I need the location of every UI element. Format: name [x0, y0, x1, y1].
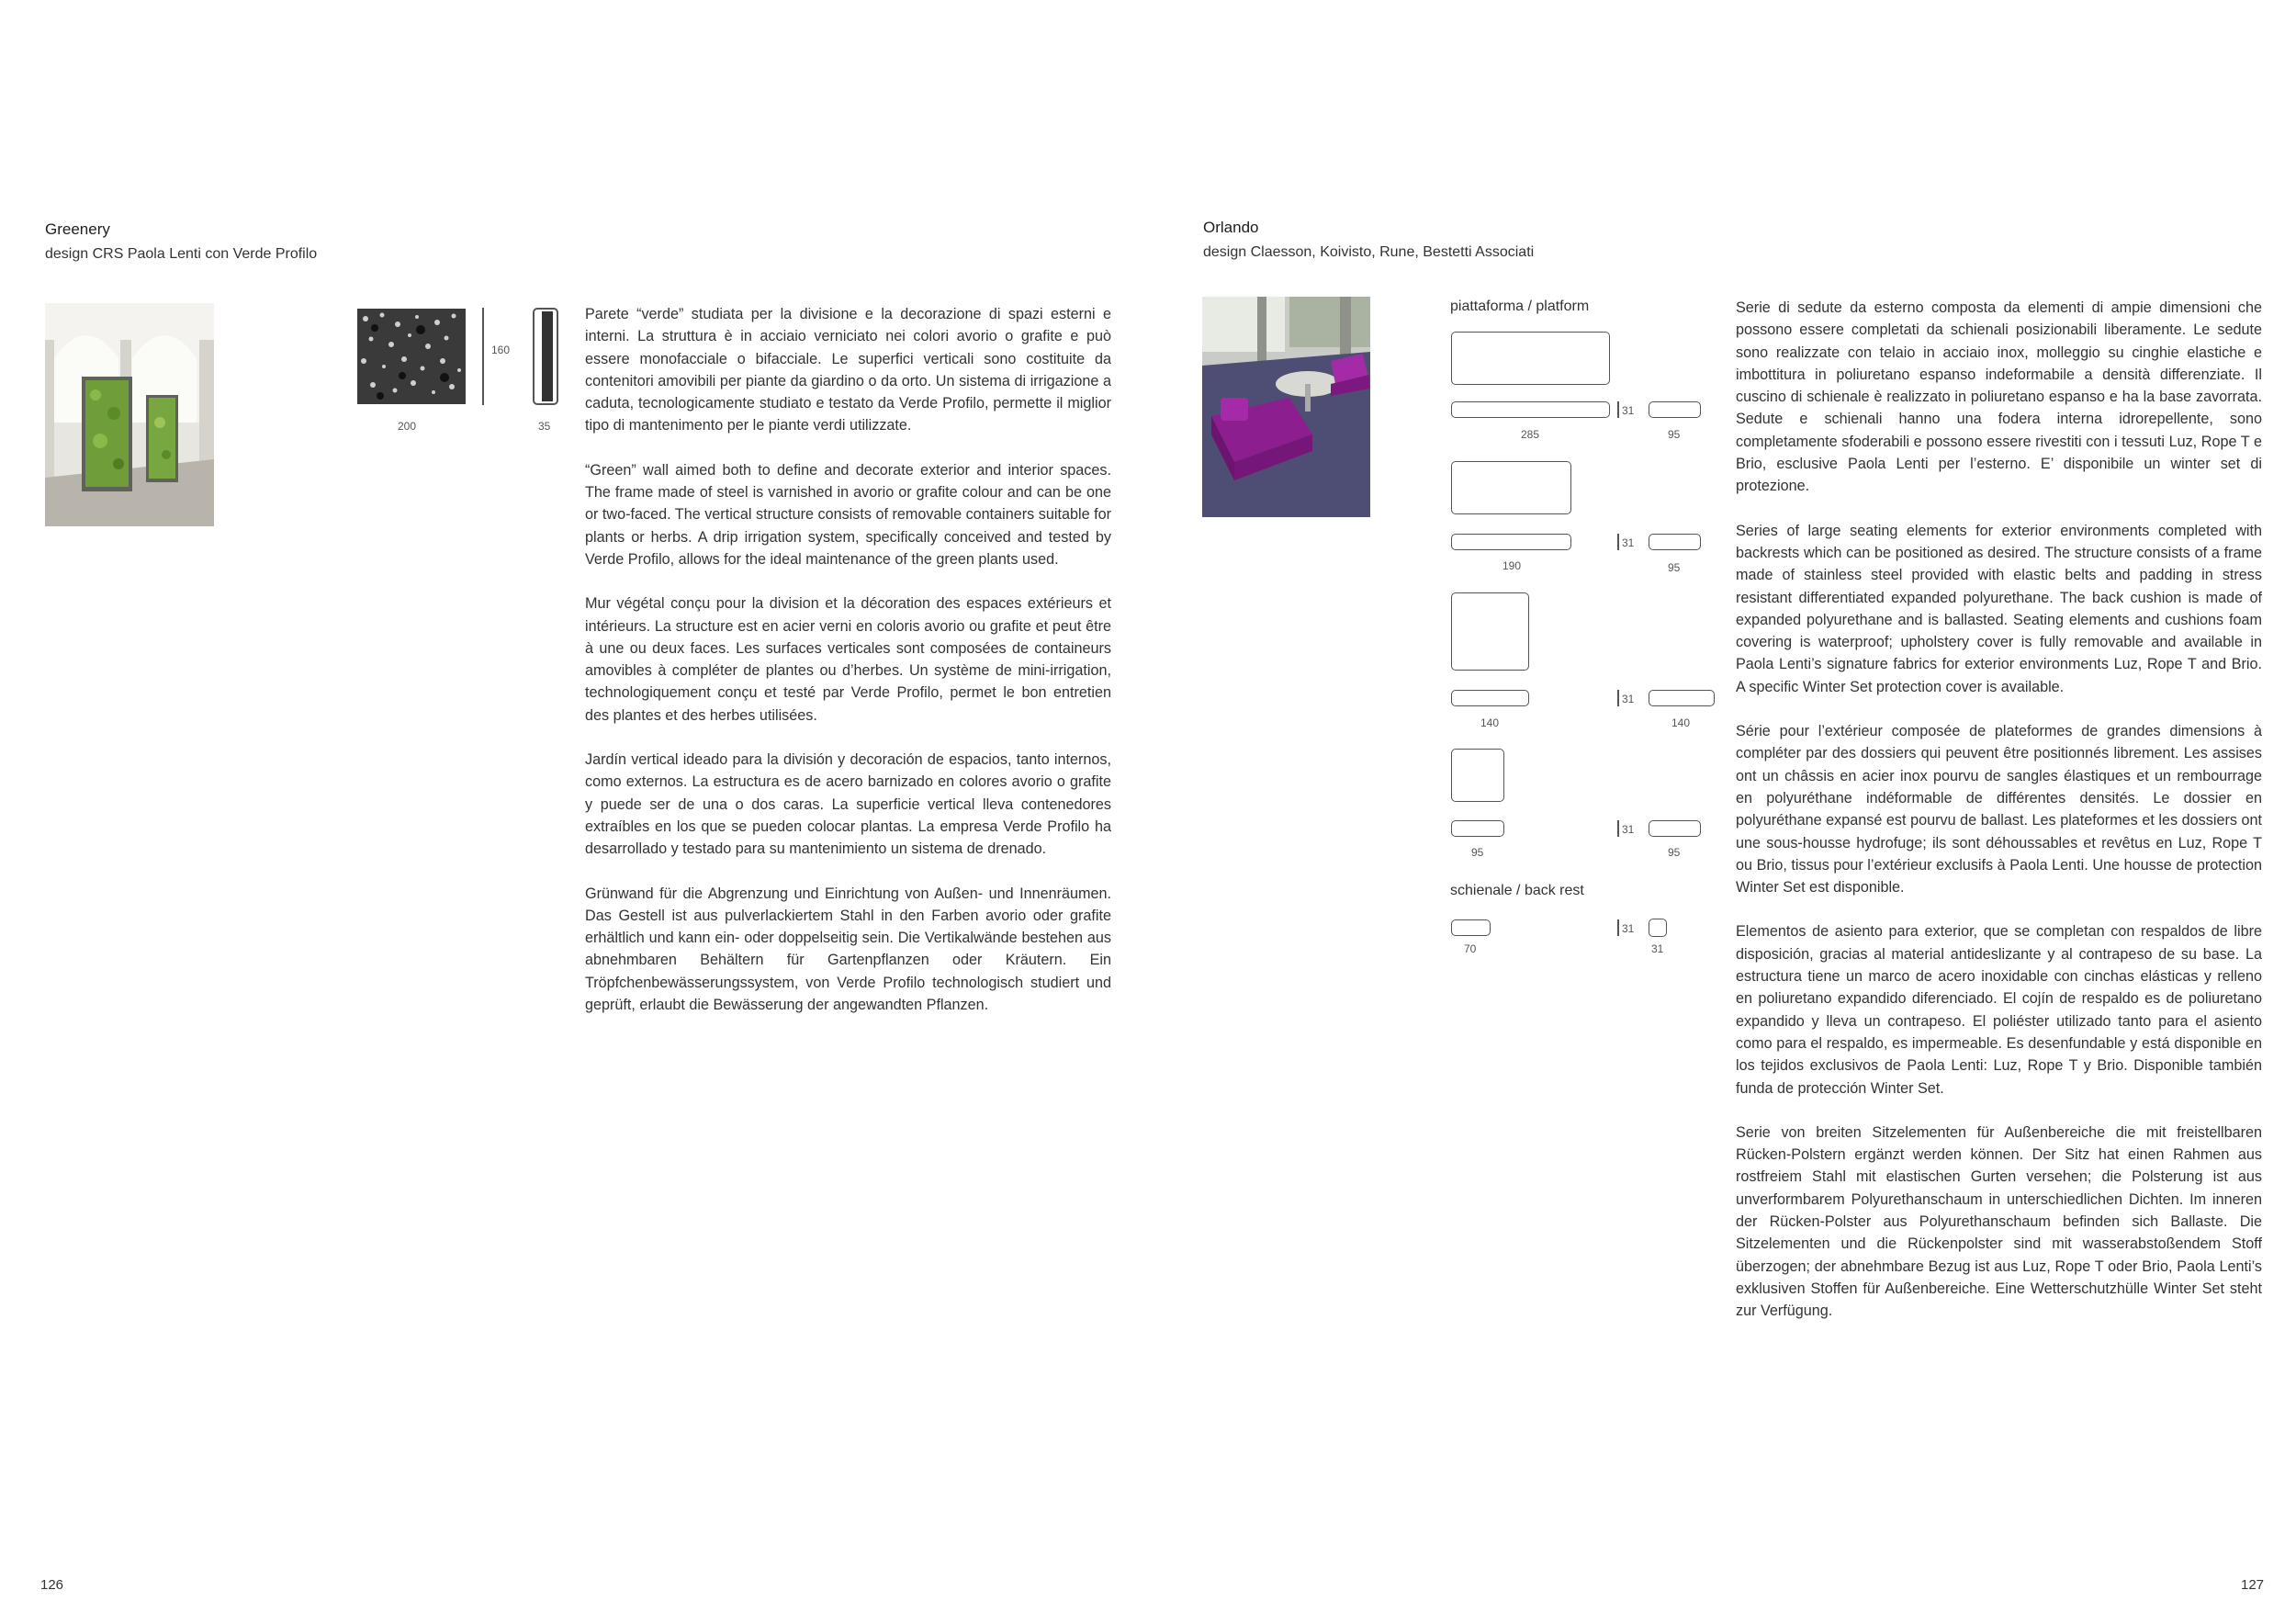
orlando-text-it: Serie di sedute da esterno composta da elementi di ampie dimensioni che possono essere completati da schienali posizionabili liberamente. Le sedute sono realizzate con telaio in acciaio inox, molleggio su cinghie elastiche e imbottitura in poliuretano espanso indeformabile a densità differenziate. Il cuscino di schienale è realizzato in poliuretano espanso e ha la base zavorrata. Sedute e schienali hanno una fodera interna idrorepellente, sono completamente sfoderabili e possono essere rivestiti con i tessuti Luz, Rope T e Brio, esclusive Paola Lenti per l’esterno. E’ disponibile un winter set di protezione.	[1736, 299, 2262, 495]
product-designer-greenery: design CRS Paola Lenti con Verde Profilo	[45, 246, 318, 262]
platform-140-height-dim: 31	[1622, 693, 1635, 705]
orlando-text-de: Serie von breiten Sitzelementen für Außenbereiche die mit freistellbaren Rücken-Polstern ergänzt werden können. Der Sitz hat einen Rahmen aus rostfreiem Stahl mit elastischen Gurten versehen; die Polsterung ist aus unverformbarem Polyurethanschaum in unterschiedlichen Dichten. Im inneren der Rücken-Polster aus Polyurethanschaum befinden sich Ballaste. Die Sitzelementen und die Rückenpolster sind mit wasserabstoßendem Stoff überzogen; der abnehmbare Bezug ist aus Luz, Rope T oder Brio, Paola Lenti’s exklusiven Stoffen für Außenbereiche. Eine Wetterschutzhülle Winter Set steht zur Verfügung.	[1736, 1123, 2262, 1320]
platform-95-front-view	[1451, 820, 1504, 837]
greenery-photo	[45, 303, 214, 526]
greenery-text-es: Jardín vertical ideado para la división y decoración de espacios, tanto internos, como externos. La estructura es de acero barnizado en colores avorio o grafite y puede ser de una o dos caras. La superficie vertical lleva contenedores extraíbles en los que se pueden colocar plantas. La empresa Verde Profilo ha desarrollado y testado para su mantenimiento un sistema de drenado.	[585, 751, 1111, 858]
platform-285-front-view	[1451, 401, 1610, 418]
greenery-text-de: Grünwand für die Abgrenzung und Einrichtung von Außen- und Innenräumen. Das Gestell ist aus pulverlackiertem Stahl in den Farben avorio oder grafite erhältlich und kann ein- oder doppelseitig sein. Die Vertikalwände bestehen aus abnehmbaren Behältern für Gartenpflanzen oder Kräutern. Ein Tröpfchenbewässerungssystem, von Verde Profilo technologisch studiert und geprüft, erlaubt die Bewässerung der angewandten Pflanzen.	[585, 885, 1111, 1014]
platform-190-top-view	[1451, 461, 1571, 514]
platform-140-side-view	[1649, 690, 1715, 706]
platform-label: piattaforma / platform	[1450, 299, 1590, 314]
platform-190-height-tick	[1617, 534, 1619, 550]
orlando-text-es: Elementos de asiento para exterior, que se completan con respaldos de libre disposición, gracias al material antideslizante y al contrapeso de su base. La estructura tiene un marco de acero inoxidable con cinchas elásticas y relleno en poliuretano expandido diferenciado. El cojín de respaldo es de poliuretano expandido y lleva un contrapeso. El poliéster utilizado tanto para el asiento como para el respaldo, es impermeable. Es desenfundable y está disponible en los tejidos exclusivos de Paola Lenti: Luz, Rope T y Brio. Disponible también funda de protección Winter Set.	[1736, 923, 2262, 1097]
product-designer-orlando: design Claesson, Koivisto, Rune, Bestetti Associati	[1203, 244, 1535, 260]
greenery-front-drawing	[356, 308, 467, 405]
platform-190-height-dim: 31	[1622, 536, 1635, 549]
greenery-width-dim: 200	[398, 420, 417, 433]
greenery-side-drawing	[533, 308, 558, 405]
platform-140-top-view	[1451, 592, 1529, 671]
platform-95-top-view	[1451, 749, 1504, 802]
backrest-front-view	[1451, 919, 1491, 936]
platform-190-depth-dim: 95	[1668, 561, 1681, 574]
backrest-side-view	[1649, 919, 1667, 937]
platform-285-depth-dim: 95	[1668, 428, 1681, 441]
platform-285-side-view	[1649, 401, 1701, 418]
platform-190-width-dim: 190	[1503, 559, 1522, 572]
backrest-label: schienale / back rest	[1450, 883, 1584, 898]
product-title-greenery: Greenery	[45, 220, 110, 238]
platform-285-width-dim: 285	[1521, 428, 1540, 441]
backrest-depth-dim: 31	[1651, 942, 1664, 955]
platform-285-height-tick	[1617, 401, 1619, 418]
platform-140-height-tick	[1617, 690, 1619, 706]
orlando-description	[1736, 297, 2262, 1344]
page-number-right: 127	[2241, 1577, 2265, 1593]
platform-190-side-view	[1649, 534, 1701, 550]
backrest-width-dim: 70	[1464, 942, 1477, 955]
platform-95-height-dim: 31	[1622, 823, 1635, 836]
platform-95-side-view	[1649, 820, 1701, 837]
greenery-height-dim: 160	[491, 344, 511, 356]
platform-190-front-view	[1451, 534, 1571, 550]
platform-140-front-view	[1451, 690, 1529, 706]
platform-140-depth-dim: 140	[1671, 716, 1691, 729]
platform-95-width-dim: 95	[1471, 846, 1484, 859]
greenery-text-it: Parete “verde” studiata per la divisione e la decorazione di spazi esterni e interni. La struttura è in acciaio verniciato nei colori avorio o grafite e può essere monofacciale o bifacciale. Le superfici verticali sono costituite da contenitori amovibili per piante da giardino o da orto. Un sistema di irrigazione a caduta, tecnologicamente studiato e testato da Verde Profilo, permette il miglior tipo di mantenimento per le piante verdi utilizzate.	[585, 306, 1111, 434]
platform-285-height-dim: 31	[1622, 404, 1635, 417]
backrest-height-tick	[1617, 919, 1619, 936]
platform-285-top-view	[1451, 332, 1610, 385]
greenery-height-line	[482, 308, 484, 405]
platform-95-depth-dim: 95	[1668, 846, 1681, 859]
backrest-height-dim: 31	[1622, 922, 1635, 935]
platform-95-height-tick	[1617, 820, 1619, 837]
greenery-depth-dim: 35	[538, 420, 551, 433]
greenery-text-fr: Mur végétal conçu pour la division et la décoration des espaces extérieurs et intérieurs. La structure est en acier verni en coloris avorio ou grafite et peut être à une ou deux faces. Les surfaces verticales sont composées de containeurs amovibles à compléter de plantes ou d’herbes. Un système de mini-irrigation, technologiquement conçu et testé par Verde Profilo, permet le bon entretien des plantes et des herbes utilisées.	[585, 595, 1111, 724]
orlando-photo	[1202, 297, 1370, 517]
orlando-text-fr: Série pour l’extérieur composée de plateformes de grandes dimensions à compléter par des dossiers qui peuvent être positionnés librement. Les assises ont un châssis en acier inox pourvu de sangles élastiques et un rembourrage en polyuréthane indéformable de différentes densités. Le dossier en polyuréthane expansé est pourvu de ballast. Les plateformes et les dossiers ont une sous-housse hydrofuge; ils sont déhoussables et revêtus en Luz, Rope T ou Brio, tissus pour l’extérieur exclusifs à Paola Lenti. Une housse de protection Winter Set est disponible.	[1736, 723, 2262, 897]
orlando-text-en: Series of large seating elements for exterior environments completed with backrests which can be positioned as desired. The structure consists of a frame made of stainless steel provided with elastic belts and padding in stress resistant differentiated expanded polyurethane. The back cushion is made of expanded polyurethane and is ballasted. Seating elements and cushions foam covering is waterproof; upholstery cover is fully removable and available in Paola Lenti’s signature fabrics for exterior environments Luz, Rope T and Brio. A specific Winter Set protection cover is available.	[1736, 522, 2262, 695]
page-number-left: 126	[40, 1577, 64, 1593]
platform-140-width-dim: 140	[1480, 716, 1500, 729]
greenery-text-en: “Green” wall aimed both to define and decorate exterior and interior spaces. The frame made of steel is varnished in avorio or grafite colour and can be one or two-faced. The vertical structure consists of removable containers suitable for plants or herbs. A drip irrigation system, specifically conceived and tested by Verde Profilo, allows for the ideal maintenance of the green plants used.	[585, 461, 1111, 568]
product-title-orlando: Orlando	[1203, 219, 1259, 236]
greenery-description	[585, 303, 1111, 1038]
